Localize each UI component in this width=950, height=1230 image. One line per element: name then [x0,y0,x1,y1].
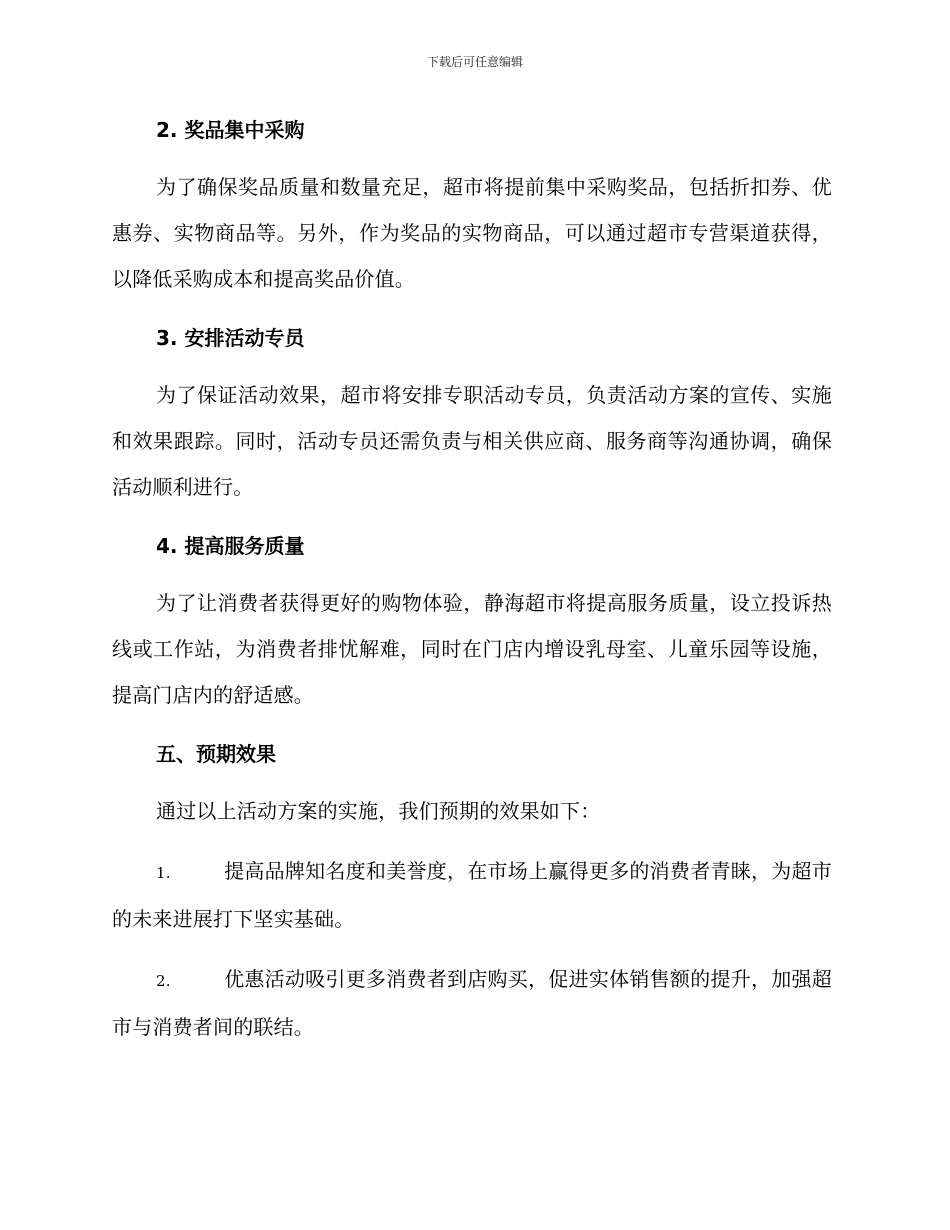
paragraph-activity-staff: 为了保证活动效果，超市将安排专职活动专员，负责活动方案的宣传、实施和效果跟踪。同时，活动专员还需负责与相关供应商、服务商等沟通协调，确保活动顺利进行。 [112,383,832,499]
section-heading-activity-staff: 3. 安排活动专员 [156,326,305,350]
list-item [112,956,832,1050]
page-header: 下载后可任意编辑 [426,55,523,69]
list-item-number: 2. [156,972,171,990]
paragraph-service-quality: 为了让消费者获得更好的购物体验，静海超市将提高服务质量，设立投诉热线或工作站，为消费者排忧解难，同时在门店内增设乳母室、儿童乐园等设施，提高门店内的舒适感。 [112,591,832,707]
section-heading-expected-results: 五、预期效果 [156,742,276,766]
list-item-number: 1. [156,864,171,882]
document-body [112,108,832,1050]
list-item-text: 提高品牌知名度和美誉度，在市场上赢得更多的消费者青睐，为超市的未来进展打下坚实基础。 [112,859,832,931]
paragraph-expected-results-intro: 通过以上活动方案的实施，我们预期的效果如下： [156,799,601,823]
paragraph-prize-procurement: 为了确保奖品质量和数量充足，超市将提前集中采购奖品，包括折扣券、优惠券、实物商品等。另外，作为奖品的实物商品，可以通过超市专营渠道获得，以降低采购成本和提高奖品价值。 [112,175,832,291]
list-item-text: 优惠活动吸引更多消费者到店购买，促进实体销售额的提升，加强超市与消费者间的联结。 [112,967,832,1039]
section-heading-service-quality: 4. 提高服务质量 [156,534,305,558]
section-heading-prize-procurement: 2. 奖品集中采购 [156,118,305,142]
list-item [112,848,832,942]
